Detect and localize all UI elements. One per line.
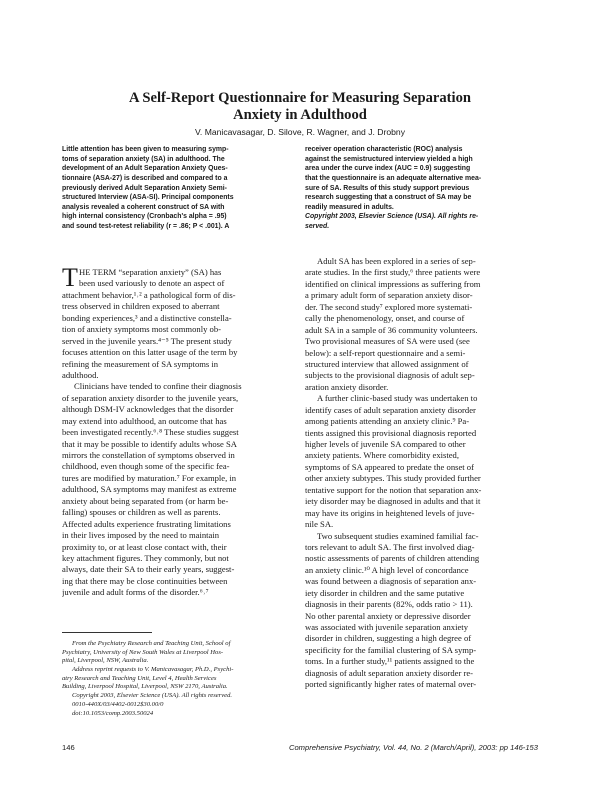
body-line: arate studies. In the first study,⁶ three patients were xyxy=(305,267,481,278)
body-line: tients assigned this provisional diagnosis reported xyxy=(305,427,477,438)
body-line: may extend into adulthood, an outcome that has xyxy=(62,415,227,426)
body-line: in their lives imposed by the need to maintain xyxy=(62,530,220,541)
body-line: proximity to, or at least close contact with, their xyxy=(62,541,227,552)
body-line: tures are modified by maturation.⁷ For example, in xyxy=(62,472,237,483)
page-number: 146 xyxy=(62,743,75,752)
body-line: nostic assessments of parents of children attending xyxy=(305,553,480,564)
body-line: Affected adults experience frustrating limitations xyxy=(62,518,231,529)
body-line: bonding experiences,³ and a distinctive constella- xyxy=(62,312,232,323)
abstract-line: development of an Adult Separation Anxiety Ques- xyxy=(62,165,228,173)
body-line: aration anxiety disorder. xyxy=(305,381,389,392)
title-line-1: A Self-Report Questionnaire for Measuring Separation xyxy=(129,90,471,106)
abstract-line: research suggesting that a construct of SA may be xyxy=(305,194,472,202)
body-line: always, date their SA to their early years, suggest- xyxy=(62,564,235,575)
body-line: juvenile and adult forms of the disorder.⁶˒⁷ xyxy=(62,587,209,598)
body-line: anxiety patients. Where comorbidity existed, xyxy=(305,450,460,461)
abstract-line: against the semistructured interview yielded a high xyxy=(305,155,473,163)
body-line: mirrors the constellation of symptoms observed in xyxy=(62,450,235,460)
body-line: may have its origins in heightened levels of juve- xyxy=(305,507,475,518)
footnote-line: doi:10.1053/comp.2003.50024 xyxy=(72,709,154,717)
body-line: structured interview that allowed assignment of xyxy=(305,358,469,369)
body-line: identify cases of adult separation anxiety disorder xyxy=(305,404,476,415)
abstract-line: tionnaire (ASA-27) is described and compared to a xyxy=(62,174,228,182)
abstract-line: Little attention has been given to measuring symp- xyxy=(62,146,229,153)
body-line: identified on clinical impressions as suffering from xyxy=(305,278,481,289)
abstract-line: receiver operation characteristic (ROC) analysis xyxy=(305,146,463,153)
body-line: falling) spouses or children as well as parents. xyxy=(62,507,221,518)
body-line: among patients attending an anxiety clinic.⁹ Pa- xyxy=(305,416,470,427)
footnote-line: Address reprint requests to V. Manicavasagar, Ph.D., Psychi- xyxy=(72,666,234,674)
abstract-line: analysis revealed a coherent construct of SA with xyxy=(62,203,225,211)
abstract-line: and sound test-retest reliability (r = .86; P < .001). A xyxy=(62,223,230,231)
body-line: a primary adult form of separation anxiety disor- xyxy=(305,290,473,301)
body-line: was found between a diagnosis of separation anx- xyxy=(305,576,477,587)
article-title xyxy=(60,90,540,124)
body-line: subjects to the provisional diagnosis of adult sep- xyxy=(305,370,475,381)
body-line: disorder in children, suggesting a high degree of xyxy=(305,633,472,644)
abstract-line: sure of SA. Results of this study support previous xyxy=(305,184,470,192)
body-line: A further clinic-based study was undertaken to xyxy=(317,393,478,404)
body-line: been investigated recently.⁶˒⁸ These studies suggest xyxy=(62,427,239,438)
body-line: Clinicians have tended to confine their diagnosis xyxy=(74,381,242,392)
body-line: nile SA. xyxy=(305,519,334,530)
body-line: tion of anxiety symptoms most commonly ob- xyxy=(62,324,221,335)
abstract-line: previously derived Adult Separation Anxiety Semi- xyxy=(62,184,227,192)
footnote-divider xyxy=(62,632,152,633)
footnote-line: From the Psychiatry Research and Teaching Unit, School of xyxy=(72,640,231,647)
footnote-line: Psychiatry, University of New South Wales at Liverpool Hos- xyxy=(62,648,224,656)
author-list: V. Manicavasagar, D. Silove, R. Wagner, and J. Drobny xyxy=(194,127,405,137)
body-line: diagnosis in their parents (82%, odds ratio > 11). xyxy=(305,599,473,610)
body-line: der. The second study⁷ explored more systemati- xyxy=(305,301,473,312)
body-line: ing that there may be close continuities between xyxy=(62,575,228,586)
body-line: No other parental anxiety or depressive disorder xyxy=(305,610,471,621)
footnote-line: Building, Liverpool Hospital, Liverpool, NSW 2170, Australia. xyxy=(62,683,228,691)
body-line: key attachment figures. They commonly, but not xyxy=(62,552,229,563)
body-line: iety disorder in children and the same putative xyxy=(305,587,465,598)
body-line: adulthood, SA symptoms may manifest as extreme xyxy=(62,484,237,495)
body-line: iety disorder may be diagnosed in adults and that it xyxy=(305,496,481,507)
body-line: Two provisional measures of SA were used (see xyxy=(305,336,470,347)
abstract-line: high internal consistency (Cronbach's alpha = .95) xyxy=(62,213,227,221)
drop-cap: T xyxy=(62,263,78,292)
body-line: tentative support for the notion that separation anx- xyxy=(305,484,482,495)
body-line: anxiety about being separated from (or harm be- xyxy=(62,495,229,506)
body-line: that it may be possible to identify adults whose SA xyxy=(62,438,237,449)
body-line: was associated with juvenile separation anxiety xyxy=(305,622,468,632)
abstract-line: readily measured in adults. xyxy=(305,203,394,211)
abstract-copyright: served. xyxy=(305,223,330,231)
abstract-line: area under the curve index (AUC = 0.9) suggesting xyxy=(305,165,471,173)
body-line: tress observed in children exposed to aberrant xyxy=(62,301,220,312)
body-line: tors relevant to adult SA. The first involved diag- xyxy=(305,541,475,552)
body-line: specificity for the familial clustering of SA symp- xyxy=(305,644,477,655)
body-line: toms. In a further study,¹¹ patients assigned to the xyxy=(305,656,475,667)
body-line: adulthood. xyxy=(62,369,99,380)
body-line: attachment behavior,¹˒² a pathological form of dis- xyxy=(62,289,236,300)
body-line: an anxiety clinic.¹⁰ A high level of concordance xyxy=(305,564,469,575)
body-line: childhood, even though some of the specific fea- xyxy=(62,461,230,472)
body-line: ported significantly higher rates of maternal over- xyxy=(305,679,477,690)
body-line: other anxiety subtypes. This study provided further xyxy=(305,473,481,484)
abstract-line: toms of separation anxiety (SA) in adulthood. The xyxy=(62,155,225,163)
body-line: HE TERM “separation anxiety” (SA) has xyxy=(79,267,222,277)
footnotes xyxy=(62,640,294,718)
body-line: diagnosis of adult separation anxiety disorder re- xyxy=(305,667,474,678)
abstract-line: that the questionnaire is an adequate alternative mea- xyxy=(305,174,482,182)
abstract-column-left xyxy=(62,145,294,232)
body-line: higher levels of juvenile SA compared to other xyxy=(305,439,466,449)
body-line: been used variously to denote an aspect of xyxy=(79,278,225,289)
body-line: adult SA in a sample of 36 community volunteers. xyxy=(305,324,478,335)
body-line: refining the measurement of SA symptoms in xyxy=(62,358,219,369)
body-line: symptoms of SA appeared to predate the onset of xyxy=(305,461,474,472)
title-line-2: Anxiety in Adulthood xyxy=(233,107,367,123)
body-line: below): a self-report questionnaire and a semi- xyxy=(305,347,466,358)
footnote-line: Copyright 2003, Elsevier Science (USA). All rights reserved. xyxy=(72,692,233,700)
footnote-line: atry Research and Teaching Unit, Level 4, Health Services xyxy=(62,674,217,682)
body-line: Adult SA has been explored in a series of sep- xyxy=(317,256,476,266)
body-column-right xyxy=(305,256,537,691)
body-line: served in the juvenile years.⁴⁻⁵ The present study xyxy=(62,335,232,346)
abstract-line: structured Interview (ASA-SI). Principal components xyxy=(62,194,234,202)
abstract-copyright: Copyright 2003, Elsevier Science (USA). All rights re- xyxy=(305,213,479,221)
body-line: cally the phenomenology, onset, and course of xyxy=(305,313,465,324)
body-line: of separation anxiety disorder to the juvenile years, xyxy=(62,392,239,403)
body-column-left xyxy=(62,263,294,599)
body-line: Two subsequent studies examined familial fac- xyxy=(317,530,479,541)
abstract-column-right xyxy=(305,145,537,232)
body-line: although DSM-IV acknowledges that the disorder xyxy=(62,404,234,415)
footnote-line: 0010-440X/03/4402-0012$30.00/0 xyxy=(72,700,164,708)
journal-citation: Comprehensive Psychiatry, Vol. 44, No. 2 (March/April), 2003: pp 146-153 xyxy=(288,743,538,752)
body-line: focuses attention on this latter usage of the term by xyxy=(62,347,238,358)
footnote-line: pital, Liverpool, NSW, Australia. xyxy=(62,657,149,665)
